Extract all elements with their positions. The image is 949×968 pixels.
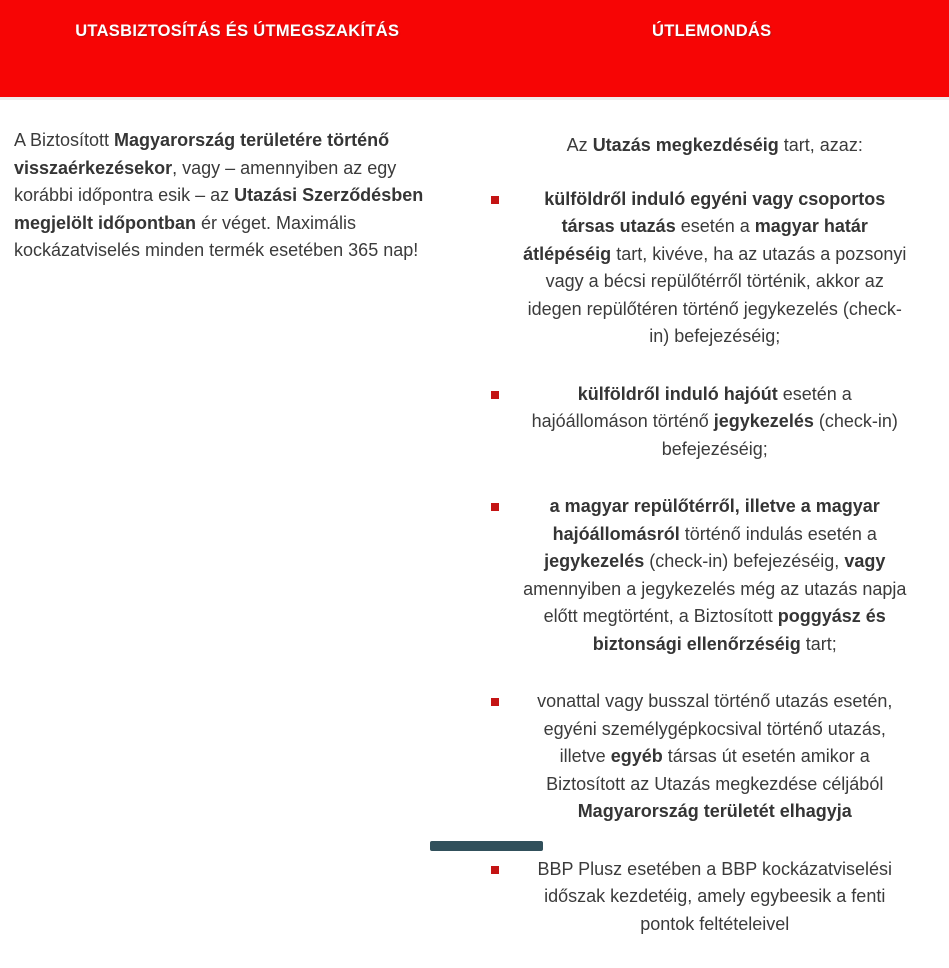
travel-insurance-column [0, 100, 475, 265]
list-item [475, 856, 949, 939]
list-item-text: külföldről induló hajóút esetén a hajóállomáson történő jegykezelés (check-in) befejezéséig; [532, 384, 898, 459]
travel-insurance-paragraph: A Biztosított Magyarország területére történő visszaérkezésekor, vagy – amennyiben az egy korábbi időpontra esik – az Utazási Szerződésben megjelölt időpontban ér véget. Maximális kockázatviselés minden termék esetében 365 nap! [14, 127, 453, 265]
list-item [475, 688, 949, 826]
list-item [475, 493, 949, 658]
list-item-text: a magyar repülőtérről, illetve a magyar hajóállomásról történő indulás esetén a jegykezelés (check-in) befejezéséig, vagy amennyiben a jegykezelés még az utazás napja előtt megtörtént, a Biztosított poggyász és biztonsági ellenőrzéséig tart; [523, 496, 906, 654]
trip-cancellation-intro: Az Utazás megkezdéséig tart, azaz: [475, 132, 949, 160]
column-title-trip-cancellation: ÚTLEMONDÁS [475, 0, 949, 97]
content-columns [0, 100, 949, 968]
bullet-square-icon [491, 391, 499, 399]
bullet-square-icon [491, 196, 499, 204]
trip-cancellation-bullet-list [475, 186, 949, 939]
trip-cancellation-column [475, 100, 949, 968]
bullet-square-icon [491, 503, 499, 511]
horizontal-scrollbar-thumb[interactable] [430, 841, 543, 851]
list-item-text: vonattal vagy busszal történő utazás esetén, egyéni személygépkocsival történő utazás, illetve egyéb társas út esetén amikor a Biztosított az Utazás megkezdése céljából Magyarország területét elhagyja [537, 691, 892, 821]
bullet-square-icon [491, 698, 499, 706]
list-item-text: BBP Plusz esetében a BBP kockázatviselési időszak kezdetéig, amely egybeesik a fenti pontok feltételeivel [537, 859, 892, 934]
list-item [475, 381, 949, 464]
list-item-text: külföldről induló egyéni vagy csoportos társas utazás esetén a magyar határ átlépéséig tart, kivéve, ha az utazás a pozsonyi vagy a bécsi repülőtérről történik, akkor az idegen repülőtéren történő jegykezelés (check-in) befejezéséig; [523, 189, 906, 347]
section-header-band [0, 0, 949, 100]
list-item [475, 186, 949, 351]
bullet-square-icon [491, 866, 499, 874]
column-title-travel-insurance: UTASBIZTOSÍTÁS ÉS ÚTMEGSZAKÍTÁS [0, 0, 475, 97]
